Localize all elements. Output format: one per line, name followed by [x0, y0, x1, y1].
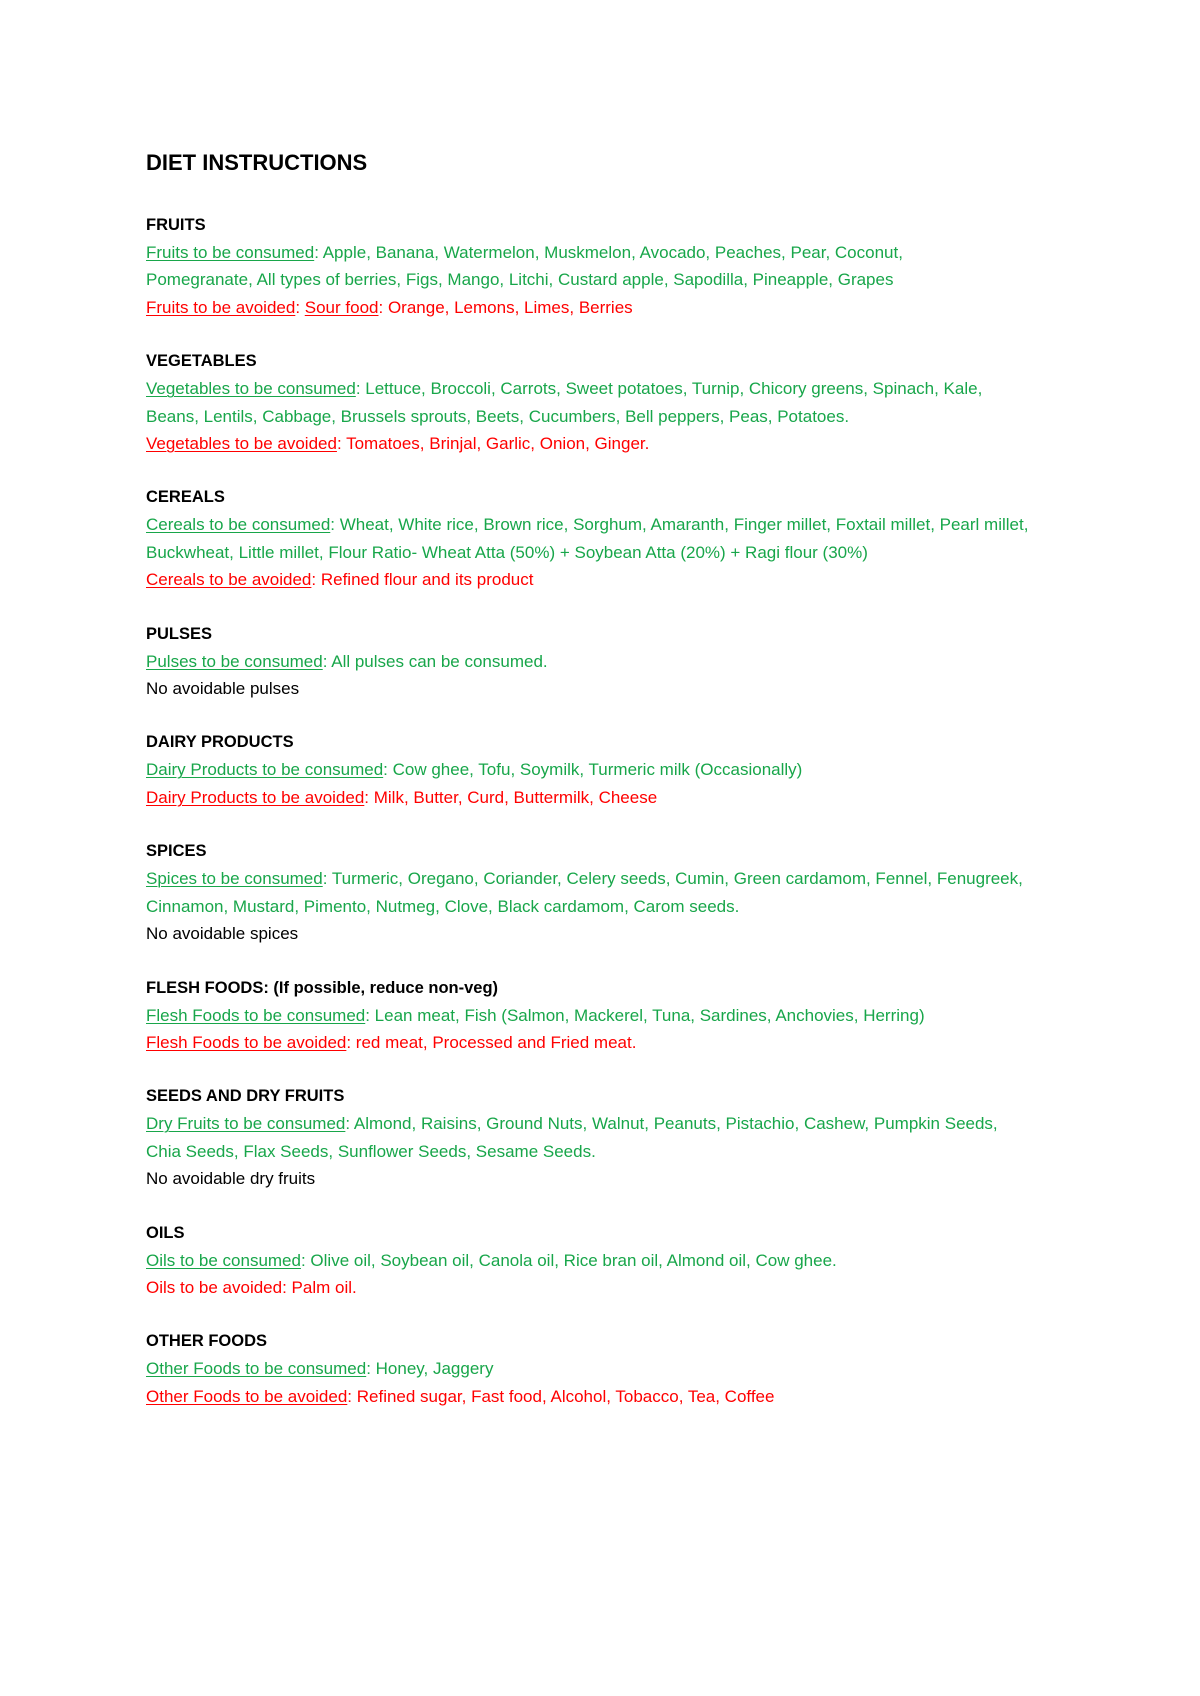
consumed-line	[146, 865, 1026, 920]
consumed-line	[146, 1355, 1076, 1382]
note-line: No avoidable dry fruits	[146, 1169, 316, 1189]
section-heading: FRUITS	[146, 216, 206, 234]
consumed-text: : Turmeric, Oregano, Coriander, Celery seeds, Cumin, Green cardamom, Fennel, Fenugreek, Cinnamon, Mustard, Pimento, Nutmeg, Clove, Black cardamom, Carom seeds.	[146, 869, 1023, 916]
consumed-line	[146, 375, 1016, 430]
consumed-text: : Wheat, White rice, Brown rice, Sorghum, Amaranth, Finger millet, Foxtail millet, Pearl millet, Buckwheat, Little millet, Flour Ratio- Wheat Atta (50%) + Soybean Atta (20%) + Ragi flour (30%)	[146, 515, 1029, 562]
consumed-label: Cereals to be consumed	[146, 515, 331, 535]
section-heading: OTHER FOODS	[146, 1332, 268, 1351]
consumed-label: Flesh Foods to be consumed	[146, 1005, 366, 1025]
avoided-label: Cereals to be avoided	[146, 570, 312, 590]
avoided-line	[146, 566, 1076, 593]
avoided-line	[146, 1383, 1076, 1410]
section-fruits	[146, 212, 1076, 321]
section-heading: OILS	[146, 1223, 185, 1242]
section-heading: SEEDS AND DRY FRUITS	[146, 1087, 345, 1106]
consumed-text: : Honey, Jaggery	[366, 1359, 494, 1379]
consumed-label: Pulses to be consumed	[146, 651, 323, 671]
avoided-line	[146, 294, 1076, 321]
consumed-line	[146, 1247, 1076, 1274]
avoided-label: Vegetables to be avoided	[146, 434, 337, 454]
section-heading: CEREALS	[146, 488, 225, 507]
consumed-text: : Lettuce, Broccoli, Carrots, Sweet potatoes, Turnip, Chicory greens, Spinach, Kale, Beans, Lentils, Cabbage, Brussels sprouts, Beets, Cucumbers, Bell peppers, Peas, Potatoes.	[146, 379, 983, 426]
avoided-line	[146, 430, 1076, 457]
avoided-line	[146, 784, 1076, 811]
consumed-line	[146, 1002, 1076, 1029]
consumed-text: : Olive oil, Soybean oil, Canola oil, Rice bran oil, Almond oil, Cow ghee.	[300, 1250, 837, 1270]
section-spices	[146, 838, 1076, 947]
document-title: DIET INSTRUCTIONS	[146, 150, 368, 175]
avoided-label: Fruits to be avoided	[146, 297, 296, 317]
section-other-foods	[146, 1328, 1076, 1410]
section-cereals	[146, 484, 1076, 593]
section-dairy-products	[146, 729, 1076, 811]
avoided-line	[146, 1029, 1076, 1056]
avoided-line: Oils to be avoided: Palm oil.	[146, 1277, 357, 1297]
avoided-text: : Refined sugar, Fast food, Alcohol, Tobacco, Tea, Coffee	[347, 1386, 775, 1406]
consumed-label: Dairy Products to be consumed	[146, 760, 384, 780]
consumed-label: Vegetables to be consumed	[146, 379, 356, 399]
section-flesh-foods	[146, 975, 1076, 1057]
avoided-text: : Milk, Butter, Curd, Buttermilk, Cheese	[364, 787, 658, 807]
avoided-text: : red meat, Processed and Fried meat.	[346, 1032, 637, 1052]
consumed-label: Oils to be consumed	[146, 1250, 301, 1270]
note-line: No avoidable pulses	[146, 679, 300, 699]
avoided-label: Other Foods to be avoided	[146, 1386, 348, 1406]
section-pulses	[146, 621, 1076, 703]
document-page	[146, 148, 1076, 1437]
section-heading: FLESH FOODS: (If possible, reduce non-veg)	[146, 978, 499, 997]
consumed-text: : Lean meat, Fish (Salmon, Mackerel, Tuna, Sardines, Anchovies, Herring)	[365, 1005, 925, 1025]
consumed-text: : Apple, Banana, Watermelon, Muskmelon, Avocado, Peaches, Pear, Coconut, Pomegranate, All types of berries, Figs, Mango, Litchi, Custard apple, Sapodilla, Pineapple, Grapes	[146, 243, 903, 290]
section-heading: VEGETABLES	[146, 352, 257, 371]
section-vegetables	[146, 348, 1076, 457]
section-oils	[146, 1220, 1076, 1302]
consumed-label: Fruits to be consumed	[146, 243, 315, 262]
section-heading: DAIRY PRODUCTS	[146, 733, 294, 752]
consumed-text: : Cow ghee, Tofu, Soymilk, Turmeric milk (Occasionally)	[383, 760, 803, 780]
section-seeds-dry-fruits	[146, 1083, 1076, 1192]
avoided-label: Dairy Products to be avoided	[146, 787, 365, 807]
avoided-separator: :	[295, 297, 305, 317]
consumed-line	[146, 1110, 1026, 1165]
avoided-text: : Refined flour and its product	[311, 570, 534, 590]
consumed-label: Dry Fruits to be consumed	[146, 1114, 346, 1134]
consumed-line	[146, 511, 1071, 566]
avoided-text: : Orange, Lemons, Limes, Berries	[378, 297, 633, 317]
consumed-line	[146, 239, 986, 294]
avoided-sublabel: Sour food	[304, 297, 379, 317]
consumed-line	[146, 648, 1076, 675]
consumed-text: : Almond, Raisins, Ground Nuts, Walnut, Peanuts, Pistachio, Cashew, Pumpkin Seeds, Chia Seeds, Flax Seeds, Sunflower Seeds, Sesame Seeds.	[146, 1114, 998, 1161]
consumed-line	[146, 756, 1076, 783]
section-heading: PULSES	[146, 624, 213, 643]
consumed-label: Other Foods to be consumed	[146, 1359, 367, 1379]
section-heading: SPICES	[146, 842, 207, 861]
consumed-label: Spices to be consumed	[146, 869, 323, 889]
note-line: No avoidable spices	[146, 924, 299, 944]
avoided-text: : Tomatoes, Brinjal, Garlic, Onion, Ginger.	[336, 434, 650, 454]
avoided-label: Flesh Foods to be avoided	[146, 1032, 347, 1052]
consumed-text: : All pulses can be consumed.	[322, 651, 548, 671]
